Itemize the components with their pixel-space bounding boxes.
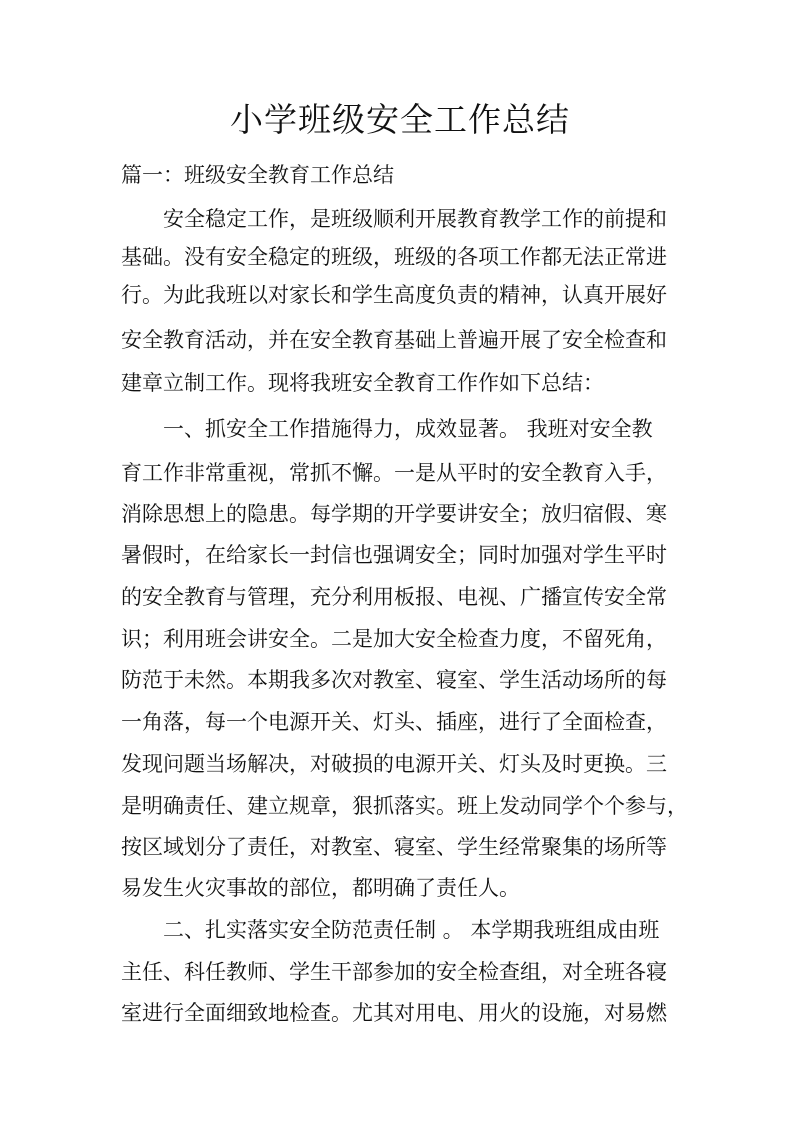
text-line: 发现问题当场解决，对破损的电源开关、灯头及时更换。三 [121, 752, 667, 776]
text-line: 安全稳定工作，是班级顺利开展教育教学工作的前提和 [163, 207, 667, 231]
text-line: 育工作非常重视，常抓不懈。一是从平时的安全教育入手， [121, 461, 667, 485]
text-line: 室进行全面细致地检查。尤其对用电、用火的设施，对易燃 [121, 1001, 667, 1025]
text-line: 主任、科任教师、学生干部参加的安全检查组，对全班各寝 [121, 960, 667, 984]
text-line: 的安全教育与管理，充分利用板报、电视、广播宣传安全常 [121, 585, 667, 609]
text-line: 建章立制工作。现将我班安全教育工作作如下总结： [121, 371, 604, 395]
text-line: 基础。没有安全稳定的班级，班级的各项工作都无法正常进 [121, 245, 667, 269]
text-line: 按区域划分了责任，对教室、寝室、学生经常聚集的场所等 [121, 835, 667, 859]
text-line: 行。为此我班以对家长和学生高度负责的精神，认真开展好 [121, 283, 667, 307]
document-title: 小学班级安全工作总结 [230, 100, 570, 139]
text-line: 防范于未然。本期我多次对教室、寝室、学生活动场所的每 [121, 668, 667, 692]
text-line: 一角落，每一个电源开关、灯头、插座，进行了全面检查， [121, 710, 667, 734]
text-line: 安全教育活动，并在安全教育基础上普遍开展了安全检查和 [121, 328, 667, 352]
text-line: 一、抓安全工作措施得力，成效显著。 我班对安全教 [163, 417, 653, 441]
text-line: 是明确责任、建立规章，狠抓落实。班上发动同学个个参与， [121, 794, 688, 818]
text-line: 易发生火灾事故的部位，都明确了责任人。 [121, 876, 520, 900]
text-line: 识；利用班会讲安全。二是加大安全检查力度，不留死角， [121, 627, 667, 651]
text-line: 暑假时，在给家长一封信也强调安全；同时加强对学生平时 [121, 543, 667, 567]
text-line: 消除思想上的隐患。每学期的开学要讲安全；放归宿假、寒 [121, 502, 667, 526]
text-line: 二、扎实落实安全防范责任制 。 本学期我班组成由班 [163, 918, 660, 942]
section-heading: 篇一：班级安全教育工作总结 [121, 163, 394, 187]
